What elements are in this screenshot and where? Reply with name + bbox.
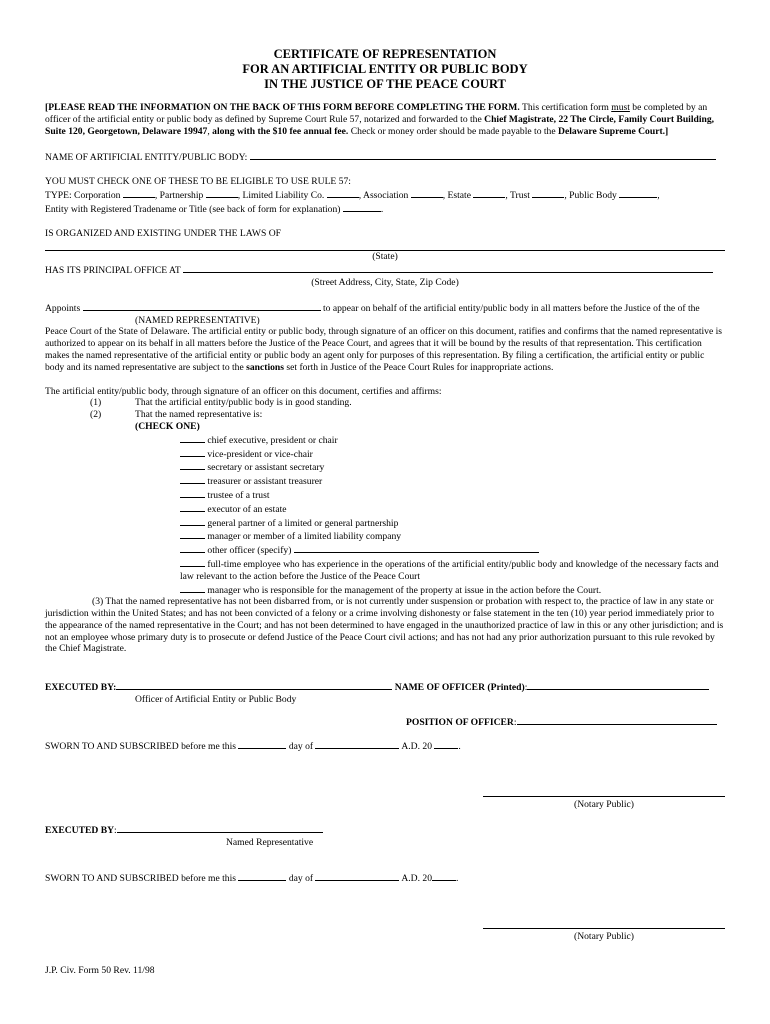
appoints-section — [45, 301, 725, 374]
checklist-item: treasurer or assistant treasurer — [180, 474, 725, 488]
executed-by-rep-row: EXECUTED BY: Named Representative — [45, 823, 323, 849]
checklist-item: executor of an estate — [180, 502, 725, 516]
certify-item-3: (3) That the named representative has not been disbarred from, or is not currently under suspension or probation with respect to, the practice of law in any state or jurisdiction within the United States; and has not been convicted of a felony or a crime involving dishonesty or false statement in the ten (10) year period immediately prior to the appearance of the named representative in the Court; and has not been determined to have engaged in the unauthorized practice of law in this or any other jurisdiction; and is not an employee whose primary duty is to prosecute or defend Justice of the Peace Court civil actions; and has not had any prior authorization pursuant to this rule revoked by the Chief Magistrate. — [45, 596, 724, 655]
title-line-3: IN THE JUSTICE OF THE PEACE COURT — [264, 77, 506, 91]
sworn-row-2: SWORN TO AND SUBSCRIBED before me this day of A.D. 20 . — [45, 873, 459, 884]
representative-signature-field[interactable] — [117, 823, 323, 833]
trust-blank[interactable] — [532, 188, 564, 198]
rule57-section — [45, 176, 725, 215]
check-blank[interactable] — [180, 474, 205, 484]
entity-type-row: TYPE: Corporation , Partnership , Limited Liability Co. , Association , Estate , Trust , Public Body , — [45, 189, 660, 201]
sworn-row-1: SWORN TO AND SUBSCRIBED before me this day of A.D. 20 . — [45, 741, 461, 752]
notary-signature-2: (Notary Public) — [483, 928, 725, 943]
checklist-item: manager who is responsible for the management of the property at issue in the action before the Court. — [180, 583, 725, 597]
month-field-2[interactable] — [315, 871, 399, 881]
checklist-item: general partner of a limited or general partnership — [180, 516, 725, 530]
named-representative-field[interactable] — [83, 301, 321, 311]
named-rep-caption: Named Representative — [226, 836, 314, 848]
check-blank[interactable] — [180, 433, 205, 443]
officer-caption: Officer of Artificial Entity or Public Body — [135, 693, 297, 705]
day-field-2[interactable] — [238, 871, 286, 881]
entity-name-field[interactable] — [250, 150, 716, 160]
notary-line-2[interactable] — [483, 928, 725, 929]
partnership-blank[interactable] — [206, 188, 238, 198]
check-blank[interactable] — [180, 543, 205, 553]
form-page — [45, 47, 725, 976]
checklist-item: vice-president or vice-chair — [180, 447, 725, 461]
checklist-item: trustee of a trust — [180, 488, 725, 502]
check-blank[interactable] — [180, 502, 205, 512]
year-field-2[interactable] — [432, 871, 456, 881]
check-one-label: (CHECK ONE) — [135, 420, 200, 432]
principal-office-row: HAS ITS PRINCIPAL OFFICE AT — [45, 263, 725, 277]
other-officer-field[interactable] — [294, 543, 539, 553]
check-blank[interactable] — [180, 557, 205, 567]
month-field-1[interactable] — [315, 739, 399, 749]
check-blank[interactable] — [180, 583, 205, 593]
executed-by-row: EXECUTED BY: NAME OF OFFICER (Printed): Officer of Artificial Entity or Public Body — [45, 680, 725, 706]
appoints-body: Peace Court of the State of Delaware. The artificial entity or public body, through signature of an officer on this document, ratifies and confirms that the named representative is authorized to appear on its behalf in all matters before the Justice of the Peace Court, and agrees that it will be bound by the results of that representation. This certification makes the named representative of the artificial entity or public body an agent only for purposes of this representation. By filing a certification, the artificial entity or public body and its named representative are subject to the sanctions set forth in Justice of the Peace Court Rules for inappropriate actions. — [45, 326, 723, 373]
appoints-row: Appoints to appear on behalf of the artificial entity/public body in all matters before the Justice of the of the — [45, 302, 700, 314]
check-blank[interactable] — [180, 516, 205, 526]
certify-item-2: (2) That the named representative is: — [90, 409, 263, 421]
estate-blank[interactable] — [473, 188, 505, 198]
checklist-item: other officer (specify) — [180, 543, 725, 557]
entity-name-row — [45, 150, 725, 164]
organized-label: IS ORGANIZED AND EXISTING UNDER THE LAWS OF — [45, 227, 281, 239]
state-field[interactable] — [45, 239, 725, 251]
officer-signature-field[interactable] — [116, 680, 392, 690]
instructions-paragraph: [PLEASE READ THE INFORMATION ON THE BACK OF THIS FORM BEFORE COMPLETING THE FORM. This certification form must be completed by an officer of the artificial entity or public body as defined by Supreme Court Rule 57, notarized and forwarded to the Chief Magistrate, 22 The Circle, Family Court Building, Suite 120, Georgetown, Delaware 19947, along with the $10 fee annual fee. Check or money order should be made payable to the Delaware Supreme Court.] — [45, 102, 715, 137]
checklist-item: secretary or assistant secretary — [180, 460, 725, 474]
notary-line-1[interactable] — [483, 796, 725, 797]
checklist-item: chief executive, president or chair — [180, 433, 725, 447]
notary-signature-1: (Notary Public) — [483, 796, 725, 811]
year-field-1[interactable] — [434, 739, 458, 749]
form-footer: J.P. Civ. Form 50 Rev. 11/98 — [45, 965, 155, 976]
checklist-item: manager or member of a limited liability company — [180, 529, 725, 543]
title-line-2: FOR AN ARTIFICIAL ENTITY OR PUBLIC BODY — [242, 62, 528, 76]
officer-position-field[interactable] — [517, 715, 717, 725]
certifies-intro: The artificial entity/public body, through signature of an officer on this document, certifies and affirms: — [45, 385, 442, 397]
representative-checklist — [45, 433, 725, 597]
state-caption: (State) — [372, 251, 398, 263]
checklist-item: full-time employee who has experience in the operations of the artificial entity/public body and knowledge of the necessary facts and law relevant to the action before the Justice of the Peace Court — [180, 558, 719, 582]
form-title — [45, 47, 725, 92]
officer-name-field[interactable] — [527, 680, 709, 690]
tradename-row: Entity with Registered Tradename or Title (see back of form for explanation) . — [45, 203, 384, 215]
check-blank[interactable] — [180, 447, 205, 457]
association-blank[interactable] — [411, 188, 443, 198]
rule57-heading: YOU MUST CHECK ONE OF THESE TO BE ELIGIBLE TO USE RULE 57: — [45, 176, 351, 188]
address-caption: (Street Address, City, State, Zip Code) — [311, 276, 459, 288]
position-officer-row: POSITION OF OFFICER: — [406, 715, 717, 729]
entity-name-label: NAME OF ARTIFICIAL ENTITY/PUBLIC BODY: — [45, 152, 248, 164]
llc-blank[interactable] — [327, 188, 359, 198]
day-field-1[interactable] — [238, 739, 286, 749]
certify-item-1: (1) That the artificial entity/public body is in good standing. — [90, 397, 352, 409]
tradename-blank[interactable] — [343, 202, 381, 212]
check-blank[interactable] — [180, 529, 205, 539]
title-line-1: CERTIFICATE OF REPRESENTATION — [273, 47, 497, 61]
certifies-section — [45, 386, 725, 656]
public-body-blank[interactable] — [619, 188, 657, 198]
named-representative-caption: (NAMED REPRESENTATIVE) — [135, 314, 260, 326]
principal-office-field[interactable] — [183, 263, 713, 273]
check-blank[interactable] — [180, 460, 205, 470]
check-blank[interactable] — [180, 488, 205, 498]
corporation-blank[interactable] — [123, 188, 155, 198]
